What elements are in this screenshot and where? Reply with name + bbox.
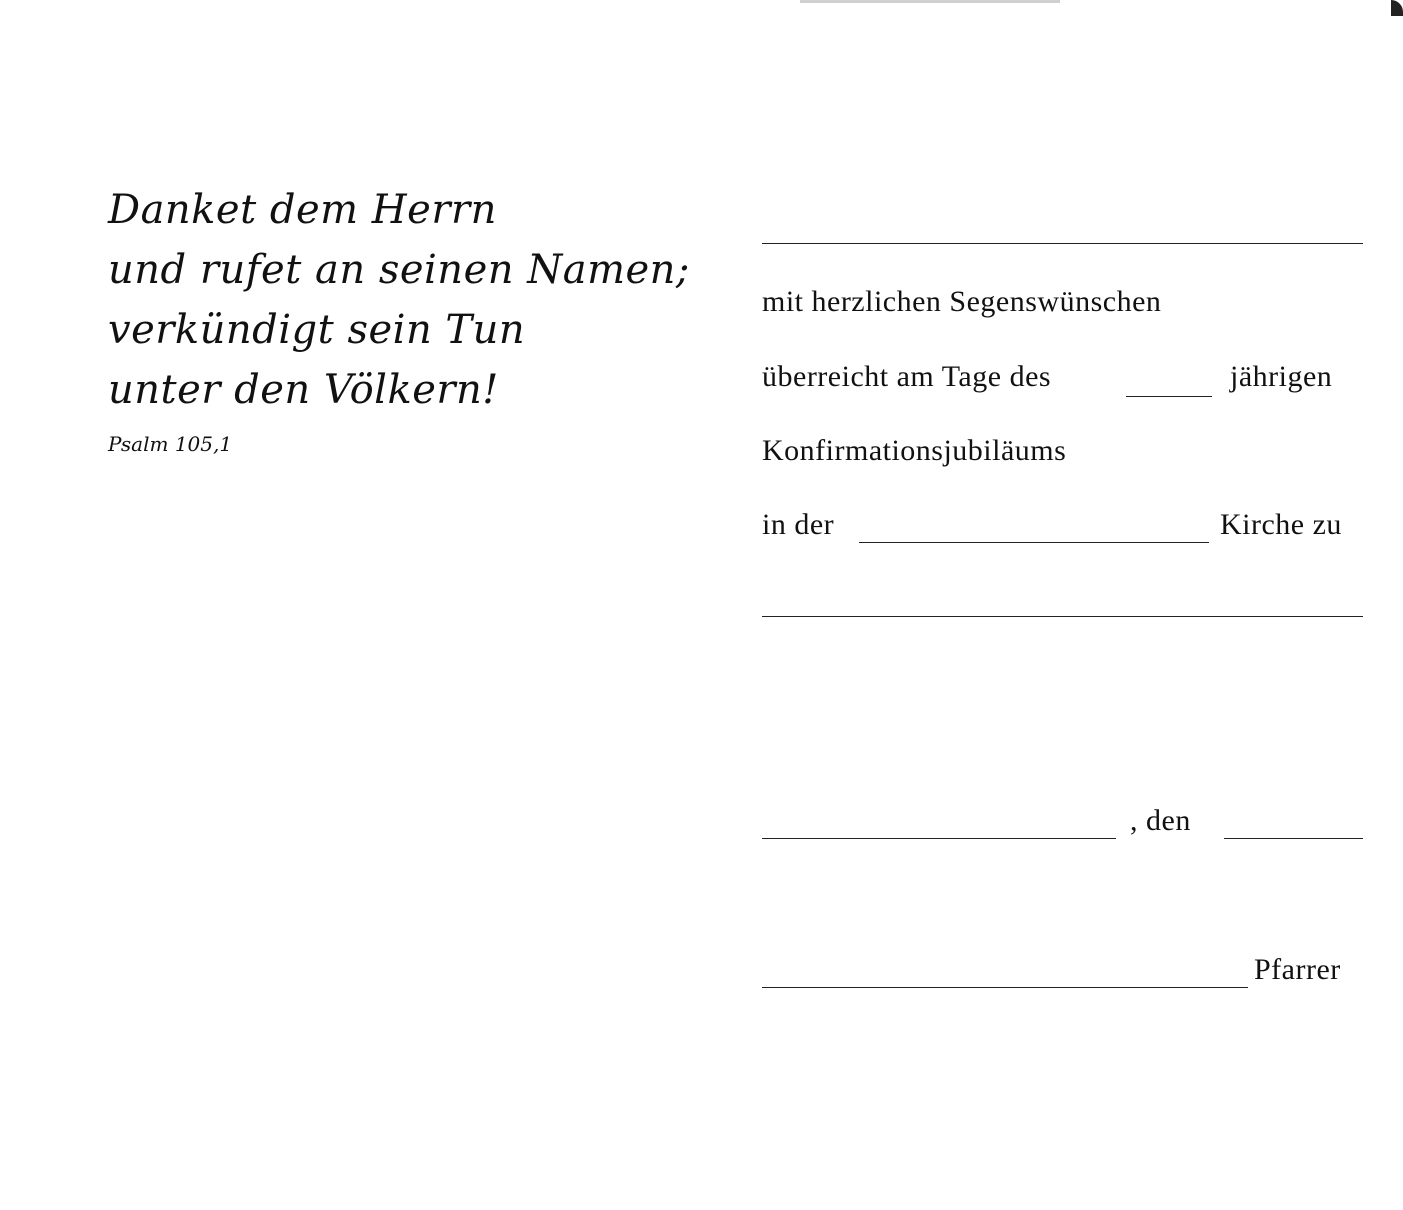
verse-reference: Psalm 105,1 bbox=[108, 432, 233, 456]
date-line[interactable] bbox=[1224, 838, 1363, 839]
confirmation-jubilee-text: Konfirmationsjubiläums bbox=[762, 434, 1067, 467]
certificate-form bbox=[762, 0, 1363, 1210]
signature-line[interactable] bbox=[762, 987, 1248, 988]
church-name-line[interactable] bbox=[859, 542, 1209, 543]
pastor-label: Pfarrer bbox=[1254, 953, 1341, 986]
page-corner bbox=[1391, 0, 1403, 16]
church-suffix: Kirche zu bbox=[1220, 508, 1342, 541]
verse-line-4: unter den Völkern! bbox=[108, 367, 499, 413]
location-line[interactable] bbox=[762, 838, 1116, 839]
date-separator: , den bbox=[1130, 804, 1191, 837]
blessing-text: mit herzlichen Segenswünschen bbox=[762, 285, 1162, 318]
presented-text: überreicht am Tage des bbox=[762, 360, 1052, 393]
place-line[interactable] bbox=[762, 616, 1363, 617]
verse-line-1: Danket dem Herrn bbox=[108, 187, 497, 233]
years-line[interactable] bbox=[1126, 396, 1212, 397]
name-line[interactable] bbox=[762, 243, 1363, 244]
bible-verse bbox=[108, 180, 690, 420]
verse-line-3: verkündigt sein Tun bbox=[108, 307, 526, 353]
church-prefix: in der bbox=[762, 508, 835, 541]
jubilee-years-label: jährigen bbox=[1230, 360, 1333, 393]
verse-line-2: und rufet an seinen Namen; bbox=[108, 247, 690, 293]
